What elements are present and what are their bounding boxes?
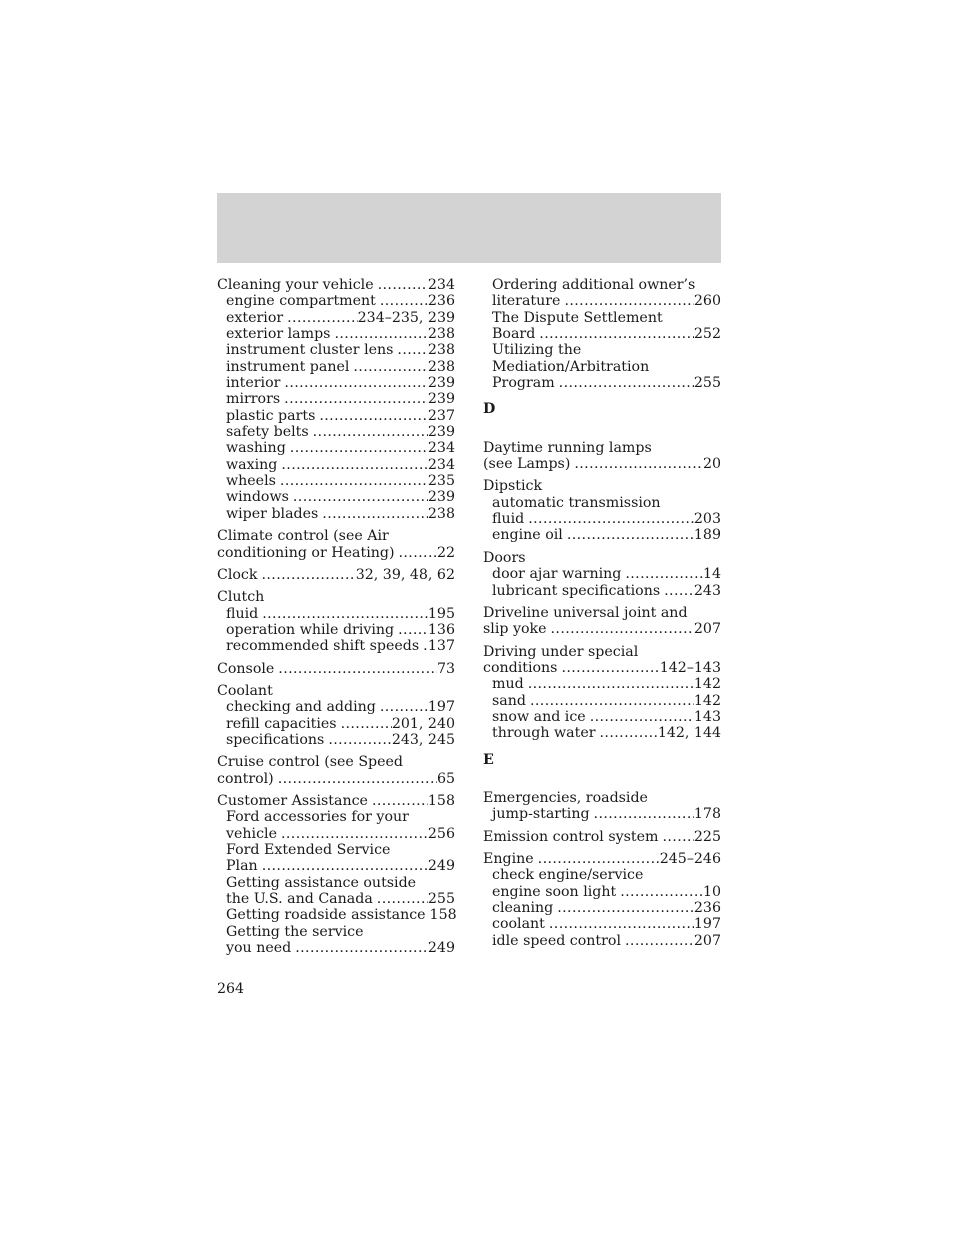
entry-term: Dipstick [483, 478, 543, 495]
index-subentry-line [483, 806, 721, 822]
entry-term: wheels [226, 473, 276, 490]
index-subentry-line [483, 359, 721, 375]
entry-term: snow and ice [492, 708, 586, 725]
entry-term: engine compartment [226, 293, 376, 310]
page-reference: 189 [693, 527, 721, 544]
page-reference: 207 [693, 932, 721, 949]
page-reference: 234 [427, 277, 455, 293]
index-subentry-line [483, 527, 721, 543]
index-subentry-line [483, 867, 721, 883]
index-entry-line [217, 277, 455, 293]
dot-leader [261, 567, 355, 583]
index-subentry-line [217, 732, 455, 748]
entry-term: windows [226, 489, 289, 506]
entry-term: jump-starting [492, 806, 590, 823]
index-subentry-line [217, 891, 455, 907]
index-subentry-line [217, 408, 455, 424]
dot-leader [380, 293, 428, 309]
index-entry [483, 851, 721, 949]
index-subentry-line [483, 566, 721, 582]
dot-leader [620, 884, 703, 900]
index-subentry-line [483, 511, 721, 527]
entry-term: mirrors [226, 391, 281, 408]
page-reference: 143 [693, 708, 721, 725]
page-reference: 249 [427, 940, 455, 957]
page-reference: 197 [427, 699, 455, 716]
entry-term: slip yoke [483, 621, 547, 638]
entry-term: lubricant specifications [492, 582, 661, 599]
entry-term: automatic transmission [492, 494, 661, 511]
index-subentry-line [217, 359, 455, 375]
dot-leader [290, 440, 428, 456]
entry-term: (see Lamps) [483, 456, 571, 473]
page-reference: 14 [702, 566, 721, 583]
entry-term: plastic parts [226, 407, 316, 424]
index-entry-line [483, 660, 721, 676]
entry-term: Cruise control (see Speed [217, 754, 403, 771]
dot-leader [378, 277, 428, 293]
entry-term: Doors [483, 549, 526, 566]
entry-term: Clock [217, 566, 258, 583]
index-subentry-line [483, 293, 721, 309]
dot-leader [380, 699, 428, 715]
index-entry [483, 644, 721, 742]
entry-term: recommended shift speeds [226, 638, 420, 655]
index-entry [217, 683, 455, 748]
page-reference: 256 [427, 825, 455, 842]
entry-term: Board [492, 326, 536, 343]
index-entry [483, 829, 721, 845]
dot-leader [528, 676, 694, 692]
page-reference: 137 [427, 638, 455, 655]
index-entry-line [217, 793, 455, 809]
page-reference: 255 [693, 375, 721, 392]
entry-term: fluid [492, 511, 525, 528]
index-subentry-line [483, 884, 721, 900]
dot-leader [590, 709, 694, 725]
page-reference: 243 [693, 582, 721, 599]
page-reference: 234 [427, 440, 455, 457]
entry-term: safety belts [226, 424, 309, 441]
entry-term: exterior lamps [226, 326, 331, 343]
entry-term: operation while driving [226, 621, 395, 638]
dot-leader [530, 693, 694, 709]
entry-term: refill capacities [226, 715, 337, 732]
page-reference: 142, 144 [657, 725, 721, 742]
index-subentry-line [217, 310, 455, 326]
index-entry-line [217, 545, 455, 561]
page-reference: 178 [693, 806, 721, 823]
dot-leader [664, 583, 694, 599]
header-band [217, 193, 721, 263]
index-entry [217, 793, 455, 956]
entry-term: Daytime running lamps [483, 439, 652, 456]
dot-leader [293, 489, 428, 505]
page-reference: 225 [693, 828, 721, 845]
page-reference: 142–143 [659, 659, 721, 676]
dot-leader [334, 326, 427, 342]
entry-term: the U.S. and Canada [226, 891, 373, 908]
index-entry-line [483, 829, 721, 845]
index-subentry-line [217, 826, 455, 842]
page-reference: 239 [427, 424, 455, 441]
page-reference: 238 [427, 342, 455, 359]
dot-leader [281, 826, 428, 842]
index-subentry-line [217, 622, 455, 638]
page-reference: 252 [693, 326, 721, 343]
entry-term: vehicle [226, 825, 277, 842]
entry-term: Cleaning your vehicle [217, 277, 374, 293]
page-reference: 73 [436, 660, 455, 677]
index-subentry-line [483, 725, 721, 741]
entry-term: Emission control system [483, 828, 659, 845]
entry-term: fluid [226, 605, 259, 622]
index-subentry-line [217, 457, 455, 473]
page-reference: 201, 240 [391, 715, 455, 732]
index-entry-line [483, 621, 721, 637]
entry-term: Coolant [217, 682, 273, 699]
index-entry-line [217, 754, 455, 770]
entry-term: Getting the service [226, 923, 364, 940]
dot-leader [287, 310, 358, 326]
index-subentry-line [217, 489, 455, 505]
entry-term: Console [217, 660, 275, 677]
entry-term: Driving under special [483, 643, 639, 660]
dot-leader [567, 527, 694, 543]
dot-leader [328, 732, 392, 748]
entry-term: check engine/service [492, 867, 644, 884]
dot-leader [280, 473, 428, 489]
index-entry [217, 277, 455, 522]
index-subentry-line [217, 326, 455, 342]
page-reference: 136 [427, 621, 455, 638]
index-column-left [217, 277, 455, 962]
index-entry-line [217, 528, 455, 544]
page-reference: 197 [693, 916, 721, 933]
index-subentry-line [483, 326, 721, 342]
index-column-right [483, 277, 721, 955]
entry-term: Ford accessories for your [226, 809, 409, 826]
index-entry [483, 277, 721, 391]
index-subentry-line [217, 606, 455, 622]
page-reference: 238 [427, 505, 455, 522]
index-subentry-line [483, 342, 721, 358]
section-letter: E [483, 751, 494, 768]
dot-leader [372, 793, 428, 809]
index-subentry-line [217, 440, 455, 456]
dot-leader [262, 606, 428, 622]
index-subentry-line [217, 875, 455, 891]
dot-leader [319, 408, 428, 424]
page-reference: 245–246 [659, 850, 721, 867]
index-entry-line [483, 605, 721, 621]
dot-leader [564, 293, 693, 309]
index-entry-line [483, 851, 721, 867]
index-subentry-line [483, 495, 721, 511]
index-subentry-line [483, 900, 721, 916]
page-reference: 234–235, 239 [357, 309, 455, 326]
dot-leader [284, 391, 428, 407]
index-subentry-line [217, 842, 455, 858]
index-entry-line [217, 683, 455, 699]
index-entry-line [483, 550, 721, 566]
entry-term: instrument panel [226, 358, 350, 375]
dot-leader [559, 375, 694, 391]
dot-leader [551, 621, 694, 637]
dot-leader [398, 545, 436, 561]
dot-leader [341, 716, 392, 732]
index-entry-line [483, 790, 721, 806]
entry-term: coolant [492, 916, 545, 933]
entry-term: engine oil [492, 527, 563, 544]
page-reference: 238 [427, 358, 455, 375]
page-reference: 235 [427, 473, 455, 490]
entry-term: Ford Extended Service [226, 842, 391, 858]
index-entry [217, 661, 455, 677]
index-entry [217, 589, 455, 654]
index-entry-line [483, 644, 721, 660]
entry-term: exterior [226, 309, 284, 326]
index-subentry-line [217, 809, 455, 825]
index-entry-line [217, 771, 455, 787]
entry-term: Mediation/Arbitration [492, 358, 650, 375]
page-reference: 203 [693, 511, 721, 528]
page-reference: 158 [427, 792, 455, 809]
page-number: 264 [217, 981, 245, 997]
index-entry [217, 754, 455, 787]
index-entry [483, 605, 721, 638]
dot-leader [313, 424, 428, 440]
page-reference: 249 [427, 858, 455, 875]
entry-term: Ordering additional owner’s [492, 277, 696, 293]
dot-leader [262, 858, 428, 874]
entry-term: Utilizing the [492, 342, 582, 359]
entry-term: Climate control (see Air [217, 528, 389, 545]
page-reference: 237 [427, 407, 455, 424]
entry-term: Customer Assistance [217, 792, 368, 809]
dot-leader [662, 829, 693, 845]
dot-leader [557, 900, 694, 916]
page-reference: 10 [702, 883, 721, 900]
entry-term: wiper blades [226, 505, 319, 522]
entry-term: Program [492, 375, 555, 392]
dot-leader [600, 725, 658, 741]
dot-leader [594, 806, 694, 822]
index-entry [483, 790, 721, 823]
entry-term: mud [492, 676, 524, 693]
index-subentry-line [217, 473, 455, 489]
index-entry [217, 567, 455, 583]
index-subentry-line [217, 907, 455, 923]
index-subentry-line [483, 916, 721, 932]
index-entry-line [217, 589, 455, 605]
entry-term: Getting assistance outside [226, 874, 417, 891]
index-subentry-line [483, 310, 721, 326]
entry-term: Driveline universal joint and [483, 604, 688, 621]
page-reference: 239 [427, 375, 455, 392]
index-subentry-line [483, 375, 721, 391]
page-reference: 238 [427, 326, 455, 343]
index-entry-line [217, 661, 455, 677]
index-entry [483, 440, 721, 473]
dot-leader [284, 375, 427, 391]
index-subentry-line [483, 709, 721, 725]
index-subentry-line [217, 940, 455, 956]
entry-term: washing [226, 440, 286, 457]
page-reference: 260 [693, 293, 721, 310]
dot-leader [353, 359, 428, 375]
dot-leader [278, 771, 437, 787]
entry-term: control) [217, 770, 274, 787]
entry-term: Engine [483, 850, 534, 867]
index-entry-line [483, 478, 721, 494]
entry-term: door ajar warning [492, 566, 622, 583]
entry-term: specifications [226, 731, 325, 748]
entry-term: Clutch [217, 589, 265, 606]
index-entry [217, 528, 455, 561]
page-reference: 239 [427, 391, 455, 408]
entry-term: The Dispute Settlement [492, 309, 663, 326]
index-subentry-line [217, 293, 455, 309]
index-subentry-line [217, 424, 455, 440]
dot-leader [549, 916, 694, 932]
entry-term: Emergencies, roadside [483, 789, 648, 806]
index-subentry-line [217, 638, 455, 654]
entry-term: cleaning [492, 900, 554, 916]
index-subentry-line [217, 699, 455, 715]
entry-term: through water [492, 725, 596, 742]
index-subentry-line [217, 391, 455, 407]
entry-term: waxing [226, 456, 278, 473]
entry-term: idle speed control [492, 932, 621, 949]
index-subentry-line [217, 375, 455, 391]
page-reference: 65 [436, 770, 455, 787]
index-subentry-line [483, 583, 721, 599]
index-subentry-line [483, 277, 721, 293]
index-subentry-line [217, 924, 455, 940]
index-entry-line [483, 456, 721, 472]
index-subentry-line [217, 342, 455, 358]
index-subentry-line [217, 506, 455, 522]
page-reference: 32, 39, 48, 62 [355, 566, 455, 583]
index-subentry-line [217, 858, 455, 874]
page-reference: 243, 245 [391, 731, 455, 748]
entry-term: literature [492, 293, 561, 310]
dot-leader [538, 851, 660, 867]
entry-term: Getting roadside assistance [226, 907, 426, 924]
page-reference: 195 [427, 605, 455, 622]
index-entry [483, 550, 721, 599]
entry-term: sand [492, 692, 526, 709]
dot-leader [539, 326, 694, 342]
index-subentry-line [483, 676, 721, 692]
entry-term: conditions [483, 659, 558, 676]
dot-leader [377, 891, 428, 907]
dot-leader [625, 933, 694, 949]
index-subentry-line [483, 693, 721, 709]
index-entry-line [217, 567, 455, 583]
index-entry-line [483, 440, 721, 456]
dot-leader [397, 342, 427, 358]
entry-term: Plan [226, 858, 258, 875]
dot-leader [281, 457, 428, 473]
page-reference: 22 [436, 544, 455, 561]
page-reference: 255 [427, 891, 455, 908]
entry-term: instrument cluster lens [226, 342, 394, 359]
section-letter: D [483, 401, 496, 418]
dot-leader [278, 661, 437, 677]
page-reference: 20 [702, 456, 721, 473]
index-subentry-line [483, 933, 721, 949]
entry-term: interior [226, 375, 281, 392]
dot-leader [398, 622, 428, 638]
entry-term: engine soon light [492, 883, 617, 900]
page-reference: 234 [427, 456, 455, 473]
page-reference: 158 [429, 907, 457, 924]
entry-term: conditioning or Heating) [217, 544, 395, 561]
page-reference: 142 [693, 692, 721, 709]
page-reference: 236 [427, 293, 455, 310]
entry-term: checking and adding [226, 699, 376, 716]
index-entry [483, 478, 721, 543]
entry-term: you need [226, 940, 292, 957]
dot-leader [295, 940, 428, 956]
dot-leader [322, 506, 428, 522]
page-reference: 207 [693, 621, 721, 638]
dot-leader [528, 511, 694, 527]
index-subentry-line [217, 716, 455, 732]
dot-leader [561, 660, 659, 676]
dot-leader [574, 456, 703, 472]
dot-leader [625, 566, 703, 582]
page-reference: 236 [693, 900, 721, 916]
page-reference: 142 [693, 676, 721, 693]
page-reference: 239 [427, 489, 455, 506]
